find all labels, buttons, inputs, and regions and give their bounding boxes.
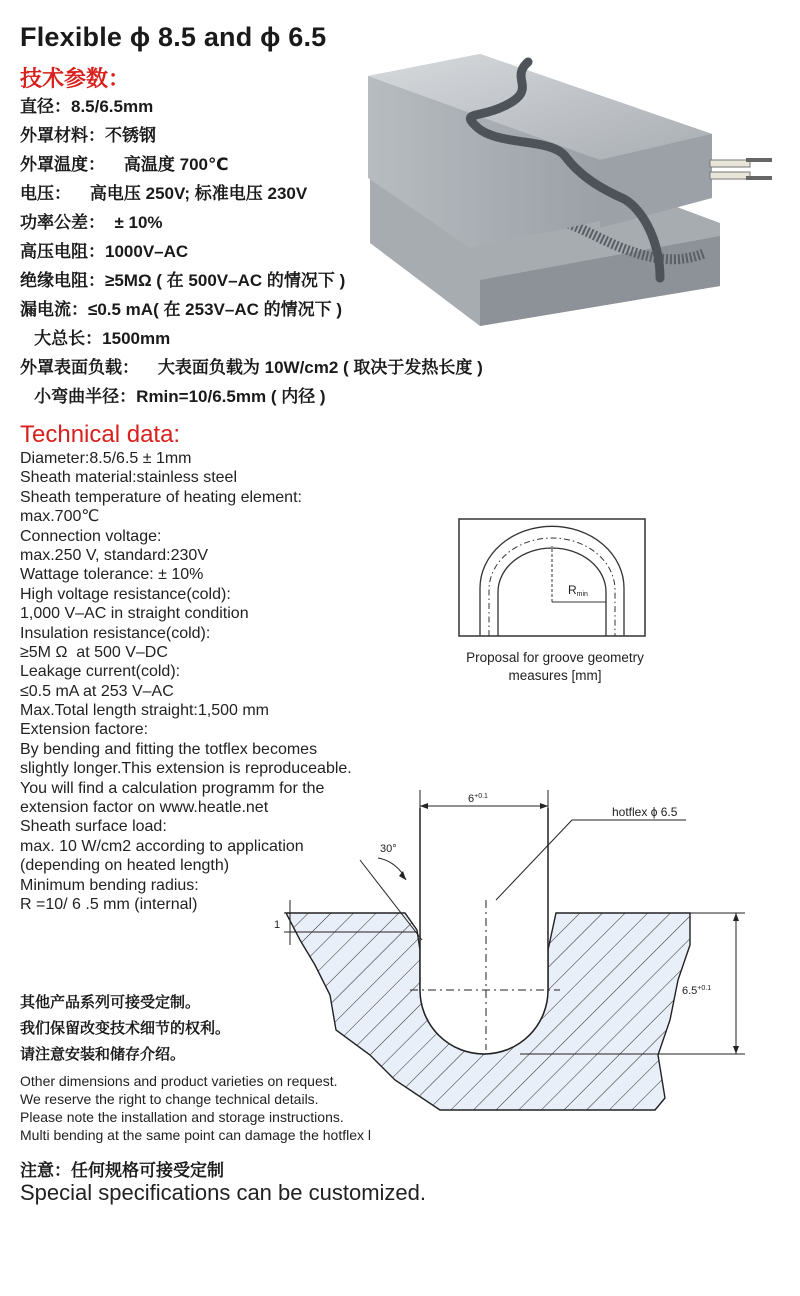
depth-arrow-top [733, 913, 739, 921]
cn-spec-item: 大总长：1500mm [20, 329, 171, 348]
cn-spec-item: 电压： 高电压 250V; 标准电压 230V [20, 184, 308, 203]
en-spec-item: By bending and fitting the totflex becomes [20, 740, 318, 758]
cn-note: 其他产品系列可接受定制。 [20, 994, 201, 1011]
en-spec-item: You will find a calculation programm for the [20, 779, 325, 797]
en-note: We reserve the right to change technical details. [20, 1091, 319, 1107]
en-spec-heading: Technical data: [20, 421, 181, 448]
cn-spec-item: 功率公差： ± 10% [20, 213, 163, 232]
cn-note: 我们保留改变技术细节的权利。 [20, 1020, 231, 1037]
en-spec-item: extension factor on www.heatle.net [20, 799, 269, 817]
en-notes [20, 1072, 371, 1144]
cn-spec-item: 漏电流：≤0.5 mA( 在 253V–AC 的情况下 ) [20, 300, 343, 319]
en-spec-item: Max.Total length straight:1,500 mm [20, 702, 270, 720]
cn-spec-item: 外罩材料：不锈钢 [20, 126, 156, 145]
angle-arrow [399, 871, 406, 880]
depth-label: $6.5^{+0.1}$ [682, 985, 712, 997]
en-spec-item: max. 10 W/cm2 according to application [20, 837, 304, 855]
en-spec-item: ≤0.5 mA at 253 V–AC [20, 682, 174, 700]
cn-spec-item: 绝缘电阻：≥5MΩ ( 在 500V–AC 的情况下 ) [20, 271, 346, 290]
footer-en: Special specifications can be customized. [20, 1180, 426, 1205]
groove-geometry-diagram [458, 518, 646, 638]
cn-spec-item: 直径：8.5/6.5mm [20, 97, 154, 116]
depth-arrow-bottom [733, 1046, 739, 1054]
footer-cn: 注意：任何规格可接受定制 [20, 1161, 224, 1180]
cn-spec-heading: 技术参数： [20, 66, 131, 91]
groove-caption-line: Proposal for groove geometry [466, 650, 644, 665]
groove-caption-line: measures [mm] [508, 668, 602, 683]
page-title: Flexible ϕ 8.5 and ϕ 6.5 [20, 22, 327, 52]
en-spec-item: Minimum bending radius: [20, 876, 199, 894]
en-spec-item: R =10/ 6 .5 mm (internal) [20, 895, 198, 913]
groove-caption [440, 649, 670, 685]
en-spec-item: slightly longer.This extension is reproduceable. [20, 760, 352, 778]
depth1-label: 1 [274, 919, 281, 931]
en-note: Multi bending at the same point can damage the hotflex l [20, 1127, 371, 1143]
en-spec-item: Connection voltage: [20, 527, 162, 545]
cn-spec-item: 外罩表面负载： 大表面负载为 10W/cm2 ( 取决于发热长度 ) [20, 358, 483, 377]
en-spec-item: (depending on heated length) [20, 857, 230, 875]
hotflex-label: hotflex ϕ 6.5 [612, 805, 678, 819]
hotflex-element [420, 808, 548, 1054]
rmin-label: Rmin [568, 583, 588, 598]
en-spec-item: max.250 V, standard:230V [20, 546, 208, 564]
cn-spec-item: 高压电阻：1000V–AC [20, 242, 189, 261]
en-spec-item: Sheath material:stainless steel [20, 469, 237, 487]
width-label: $6^{+0.1}$ [468, 793, 488, 805]
en-spec-item: Diameter:8.5/6.5 ± 1mm [20, 450, 192, 467]
en-note: Please note the installation and storage instructions. [20, 1109, 344, 1125]
product-photo [360, 48, 790, 328]
en-spec-item: max.700℃ [20, 508, 100, 526]
en-spec-item: 1,000 V–AC in straight condition [20, 605, 249, 623]
en-spec-item: Sheath surface load: [20, 818, 167, 836]
en-spec-item: Extension factore: [20, 721, 149, 739]
cn-spec-item: 外罩温度： 高温度 700℃ [20, 155, 229, 174]
terminals [710, 158, 772, 180]
groove-block-outline [459, 519, 645, 636]
cn-notes [20, 990, 230, 1068]
en-spec-item: High voltage resistance(cold): [20, 585, 231, 603]
en-spec-item: ≥5M Ω at 500 V–DC [20, 643, 168, 661]
cn-note: 请注意安装和储存介绍。 [20, 1046, 186, 1063]
cn-spec-item: 小弯曲半径：Rmin=10/6.5mm ( 内径 ) [20, 387, 326, 406]
en-note: Other dimensions and product varieties on request. [20, 1073, 338, 1089]
en-spec-item: Sheath temperature of heating element: [20, 488, 302, 506]
angle-label: 30° [380, 843, 397, 855]
en-spec-item: Insulation resistance(cold): [20, 624, 211, 642]
en-spec-item: Wattage tolerance: ± 10% [20, 566, 204, 584]
en-spec-item: Leakage current(cold): [20, 663, 181, 681]
